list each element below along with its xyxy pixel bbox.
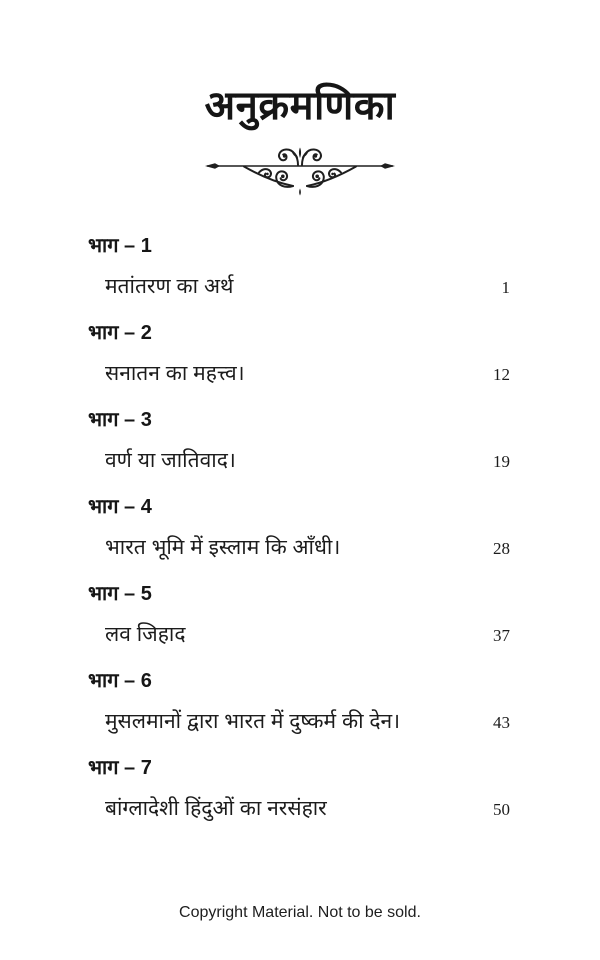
toc-entry-row bbox=[88, 533, 510, 564]
toc-entry-page-number: 37 bbox=[493, 626, 510, 645]
toc-entry-title: बांग्लादेशी हिंदुओं का नरसंहार bbox=[105, 797, 327, 820]
toc-entry-page-number: 43 bbox=[493, 713, 510, 732]
toc-entry-row bbox=[88, 446, 510, 477]
toc-part-label: भाग – 6 bbox=[88, 670, 152, 692]
toc-entry-page-number: 19 bbox=[493, 452, 510, 471]
toc-entry-page-number: 28 bbox=[493, 539, 510, 558]
page-title: अनुक्रमणिका bbox=[204, 84, 396, 128]
toc-part-label: भाग – 2 bbox=[88, 322, 152, 344]
toc-entry-page-number: 50 bbox=[493, 800, 510, 819]
toc-entry-row bbox=[88, 272, 510, 303]
toc-entry bbox=[88, 755, 510, 825]
toc-entry bbox=[88, 668, 510, 738]
toc-part-label: भाग – 3 bbox=[88, 409, 152, 431]
toc-entry bbox=[88, 494, 510, 564]
toc-entry-row bbox=[88, 620, 510, 651]
toc-entry bbox=[88, 320, 510, 390]
toc-entry bbox=[88, 233, 510, 303]
toc-entry bbox=[88, 407, 510, 477]
copyright-notice: Copyright Material. Not to be sold. bbox=[179, 904, 421, 921]
table-of-contents bbox=[88, 233, 510, 825]
toc-entry-title: मुसलमानों द्वारा भारत में दुष्कर्म की देन। bbox=[105, 710, 401, 733]
toc-entry-row bbox=[88, 359, 510, 390]
toc-entry bbox=[88, 581, 510, 651]
toc-entry-page-number: 12 bbox=[493, 365, 510, 384]
toc-part-label: भाग – 1 bbox=[88, 235, 152, 257]
toc-part-label: भाग – 4 bbox=[88, 496, 152, 518]
toc-entry-row bbox=[88, 794, 510, 825]
toc-entry-title: लव जिहाद bbox=[105, 623, 186, 646]
toc-part-label: भाग – 7 bbox=[88, 757, 152, 779]
toc-entry-title: वर्ण या जातिवाद। bbox=[105, 449, 236, 472]
flourish-divider-icon bbox=[202, 139, 398, 201]
toc-entry-title: सनातन का महत्त्व। bbox=[105, 362, 245, 385]
toc-entry-page-number: 1 bbox=[501, 278, 510, 297]
ornamental-divider bbox=[0, 139, 600, 201]
toc-entry-title: भारत भूमि में इस्लाम कि आँधी। bbox=[105, 536, 341, 559]
toc-part-label: भाग – 5 bbox=[88, 583, 152, 605]
toc-entry-title: मतांतरण का अर्थ bbox=[105, 275, 234, 298]
toc-entry-row bbox=[88, 707, 510, 738]
